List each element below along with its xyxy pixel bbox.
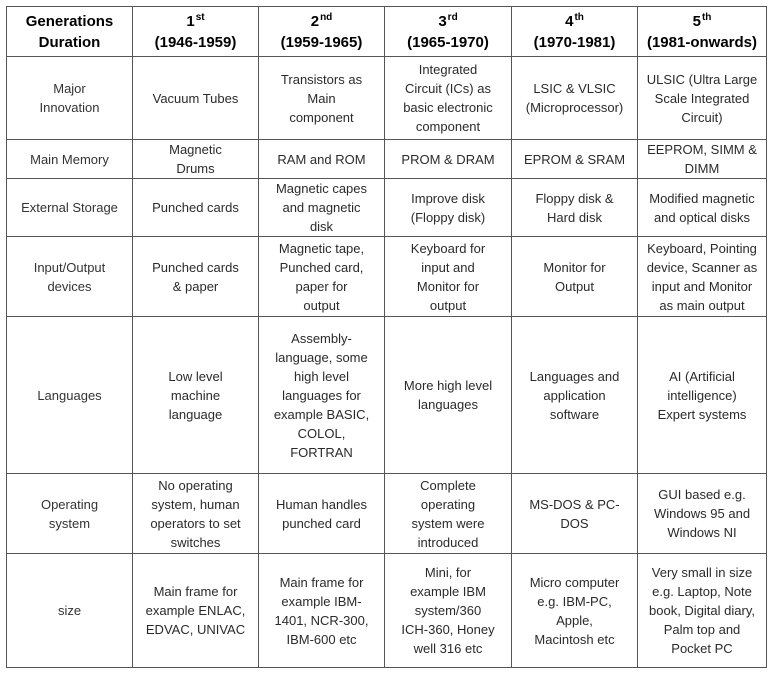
table-cell-major-innovation-gen-4 — [512, 57, 638, 140]
table-cell-input-output-devices-gen-4 — [512, 237, 638, 317]
generation-number: 3 — [438, 12, 447, 30]
cell-line: 1401, NCR-300, — [274, 612, 369, 628]
cell-line: (Microprocessor) — [525, 100, 624, 115]
row-label-line: External Storage — [21, 200, 118, 215]
cell-line: Keyboard, Pointing — [647, 240, 757, 256]
table-cell-languages-gen-4 — [512, 317, 638, 474]
cell-line: operating — [420, 496, 476, 512]
cell-line: EDVAC, UNIVAC — [145, 622, 246, 637]
table-cell-operating-system-gen-5 — [638, 474, 767, 554]
cell-line: Magnetic — [169, 142, 222, 157]
cell-line: Assembly- — [291, 330, 352, 346]
cell-line: language — [168, 406, 223, 422]
cell-line: device, Scanner as — [646, 259, 758, 275]
cell-line: COLOL, — [297, 425, 346, 441]
generation-number: 1 — [186, 12, 195, 30]
table-cell-main-memory-gen-1 — [133, 140, 259, 179]
cell-line: Improve disk — [411, 190, 485, 206]
table-cell-input-output-devices-gen-2 — [259, 237, 385, 317]
table-cell-external-storage-gen-4 — [512, 179, 638, 237]
cell-line: intelligence) — [667, 387, 737, 403]
cell-line: Scale Integrated — [654, 90, 750, 106]
cell-line: high level — [294, 368, 349, 384]
row-label-line: size — [57, 603, 82, 618]
table-cell-external-storage-gen-3 — [385, 179, 512, 237]
generation-years: (1959-1965) — [280, 33, 363, 51]
table-body — [7, 57, 767, 668]
cell-line: & paper — [172, 278, 219, 294]
cell-line: Transistors as — [280, 71, 363, 87]
cell-line: language, some — [275, 349, 368, 365]
table-row-operating-system — [7, 474, 767, 554]
table-row-main-memory — [7, 140, 767, 179]
cell-line: system/360 — [414, 603, 482, 618]
cell-line: Output — [554, 278, 595, 294]
table-row-input-output-devices — [7, 237, 767, 317]
table-cell-languages-gen-3 — [385, 317, 512, 474]
cell-line: as main output — [659, 297, 745, 313]
header-generation-3 — [385, 7, 512, 57]
cell-line: example IBM — [410, 584, 486, 599]
cell-line: component — [289, 109, 354, 125]
table-cell-main-memory-gen-2 — [259, 140, 385, 179]
cell-line: basic electronic — [403, 100, 493, 115]
cell-line: example BASIC, — [273, 406, 370, 422]
table-row-size — [7, 554, 767, 668]
table-cell-input-output-devices-gen-1 — [133, 237, 259, 317]
cell-line: example IBM- — [281, 593, 362, 609]
cell-line: DIMM — [684, 161, 720, 176]
cell-line: Micro computer — [529, 574, 620, 590]
cell-line: Monitor for — [543, 259, 606, 275]
cell-line: Pocket PC — [671, 641, 733, 656]
generation-ordinal-suffix: th — [701, 11, 712, 23]
row-label-main-memory — [7, 140, 133, 179]
cell-line: (Floppy disk) — [410, 209, 486, 225]
generation-number: 5 — [692, 12, 701, 30]
cell-line: Apple, — [556, 612, 593, 628]
table-cell-languages-gen-1 — [133, 317, 259, 474]
table-cell-languages-gen-2 — [259, 317, 385, 474]
generation-number: 2 — [310, 12, 320, 30]
cell-line: Human handles — [275, 496, 368, 512]
cell-line: well 316 etc — [413, 641, 483, 656]
header-generation-1 — [133, 7, 259, 57]
cell-line: Punched cards — [152, 200, 239, 215]
cell-line: Complete — [420, 477, 476, 493]
table-cell-major-innovation-gen-5 — [638, 57, 767, 140]
table-row-external-storage — [7, 179, 767, 237]
cell-line: Languages and — [529, 368, 620, 384]
cell-line: Keyboard for — [410, 240, 486, 256]
table-cell-major-innovation-gen-3 — [385, 57, 512, 140]
cell-line: Integrated — [418, 62, 478, 77]
header-line: Generations — [25, 12, 114, 30]
row-label-external-storage — [7, 179, 133, 237]
generation-ordinal-suffix: nd — [320, 11, 333, 23]
cell-line: Expert systems — [657, 406, 747, 422]
table-cell-languages-gen-5 — [638, 317, 767, 474]
cell-line: GUI based e.g. — [658, 487, 746, 502]
row-label-major-innovation — [7, 57, 133, 140]
row-label-line: Languages — [37, 387, 102, 403]
cell-line: Modified magnetic — [649, 190, 755, 206]
cell-line: More high level — [403, 378, 493, 393]
generation-years: (1965-1970) — [407, 33, 489, 51]
cell-line: Mini, for — [424, 565, 472, 580]
cell-line: EPROM & SRAM — [523, 151, 626, 167]
cell-line: Macintosh etc — [534, 631, 615, 647]
table-cell-size-gen-4 — [512, 554, 638, 668]
table-cell-main-memory-gen-3 — [385, 140, 512, 179]
table-cell-size-gen-5 — [638, 554, 767, 668]
cell-line: Main — [307, 90, 336, 106]
header-row — [7, 7, 767, 57]
cell-line: languages for — [282, 387, 361, 403]
generation-ordinal-suffix: st — [195, 11, 205, 23]
table-cell-operating-system-gen-2 — [259, 474, 385, 554]
row-label-line: system — [48, 515, 91, 531]
cell-line: Circuit) — [681, 109, 723, 125]
table-cell-main-memory-gen-4 — [512, 140, 638, 179]
cell-line: Magnetic tape, — [278, 240, 365, 256]
table-cell-external-storage-gen-2 — [259, 179, 385, 237]
table-row-major-innovation — [7, 57, 767, 140]
row-label-line: Major — [53, 81, 86, 96]
generations-table — [6, 6, 767, 668]
cell-line: MS-DOS & PC- — [529, 496, 620, 512]
cell-line: paper for — [295, 278, 348, 294]
cell-line: PROM & DRAM — [401, 151, 495, 167]
cell-line: Punched card, — [279, 259, 364, 275]
row-label-languages — [7, 317, 133, 474]
table-cell-size-gen-3 — [385, 554, 512, 668]
row-label-operating-system — [7, 474, 133, 554]
cell-line: DOS — [560, 515, 589, 531]
cell-line: No operating — [158, 477, 233, 493]
generation-years: (1946-1959) — [154, 33, 237, 51]
cell-line: e.g. IBM-PC, — [537, 593, 612, 609]
header-generation-4 — [512, 7, 638, 57]
cell-line: Drums — [176, 161, 215, 176]
cell-line: Vacuum Tubes — [152, 90, 239, 106]
table-cell-external-storage-gen-5 — [638, 179, 767, 237]
table-cell-operating-system-gen-4 — [512, 474, 638, 554]
cell-line: Floppy disk & — [535, 190, 614, 206]
cell-line: Windows 95 and — [653, 506, 751, 521]
cell-line: output — [303, 297, 340, 313]
cell-line: EEPROM, SIMM & — [647, 142, 757, 157]
row-label-line: devices — [47, 278, 92, 294]
cell-line: machine — [170, 387, 221, 403]
cell-line: output — [429, 297, 467, 313]
cell-line: Main frame for — [279, 574, 364, 590]
cell-line: IBM-600 etc — [286, 631, 357, 647]
cell-line: languages — [418, 397, 478, 412]
cell-line: Magnetic capes — [275, 181, 368, 196]
cell-line: and magnetic — [282, 200, 361, 215]
cell-line: Windows NI — [667, 525, 737, 540]
cell-line: and optical disks — [653, 209, 751, 225]
cell-line: RAM and ROM — [277, 151, 366, 167]
header-generations-duration — [7, 7, 133, 57]
cell-line: Main frame for — [153, 584, 238, 599]
cell-line: book, Digital diary, — [649, 603, 755, 618]
cell-line: introduced — [417, 534, 479, 550]
row-label-line: Innovation — [39, 100, 100, 115]
cell-line: punched card — [282, 515, 361, 531]
cell-line: software — [549, 406, 600, 422]
cell-line: operators to set — [150, 515, 241, 531]
row-label-line: Main Memory — [30, 151, 109, 167]
cell-line: input and — [421, 259, 475, 275]
table-cell-major-innovation-gen-1 — [133, 57, 259, 140]
cell-line: AI (Artificial — [669, 368, 735, 384]
cell-line: system, human — [151, 496, 240, 512]
cell-line: Low level — [168, 368, 223, 384]
cell-line: ULSIC (Ultra Large — [646, 71, 758, 87]
table-cell-main-memory-gen-5 — [638, 140, 767, 179]
generation-ordinal-suffix: th — [574, 11, 584, 23]
header-generation-2 — [259, 7, 385, 57]
cell-line: Circuit (ICs) as — [405, 81, 491, 96]
table-cell-major-innovation-gen-2 — [259, 57, 385, 140]
cell-line: input and Monitor — [651, 278, 753, 294]
cell-line: disk — [309, 219, 334, 234]
row-label-line: Operating — [40, 496, 99, 512]
header-generation-5 — [638, 7, 767, 57]
table-cell-operating-system-gen-3 — [385, 474, 512, 554]
cell-line: Palm top and — [663, 622, 741, 637]
table-cell-size-gen-2 — [259, 554, 385, 668]
cell-line: switches — [170, 534, 221, 550]
table-cell-external-storage-gen-1 — [133, 179, 259, 237]
generation-years: (1970-1981) — [533, 33, 616, 51]
cell-line: Monitor for — [416, 278, 480, 294]
cell-line: example ENLAC, — [145, 603, 246, 618]
generation-number: 4 — [565, 12, 574, 30]
table-row-languages — [7, 317, 767, 474]
cell-line: application — [543, 387, 606, 403]
table-cell-input-output-devices-gen-3 — [385, 237, 512, 317]
row-label-line: Input/Output — [33, 259, 106, 275]
cell-line: Punched cards — [152, 259, 239, 275]
cell-line: Hard disk — [547, 209, 602, 225]
cell-line: e.g. Laptop, Note — [652, 584, 752, 599]
table-cell-operating-system-gen-1 — [133, 474, 259, 554]
cell-line: FORTRAN — [290, 444, 353, 460]
cell-line: LSIC & VLSIC — [533, 81, 616, 96]
table-cell-size-gen-1 — [133, 554, 259, 668]
table-cell-input-output-devices-gen-5 — [638, 237, 767, 317]
header-line: Duration — [38, 33, 101, 51]
generation-years: (1981-onwards) — [646, 33, 758, 51]
generation-ordinal-suffix: rd — [447, 11, 458, 23]
cell-line: ICH-360, Honey — [401, 622, 495, 637]
cell-line: system were — [411, 515, 485, 531]
cell-line: Very small in size — [651, 565, 753, 580]
row-label-input-output-devices — [7, 237, 133, 317]
cell-line: component — [415, 119, 481, 134]
row-label-size — [7, 554, 133, 668]
